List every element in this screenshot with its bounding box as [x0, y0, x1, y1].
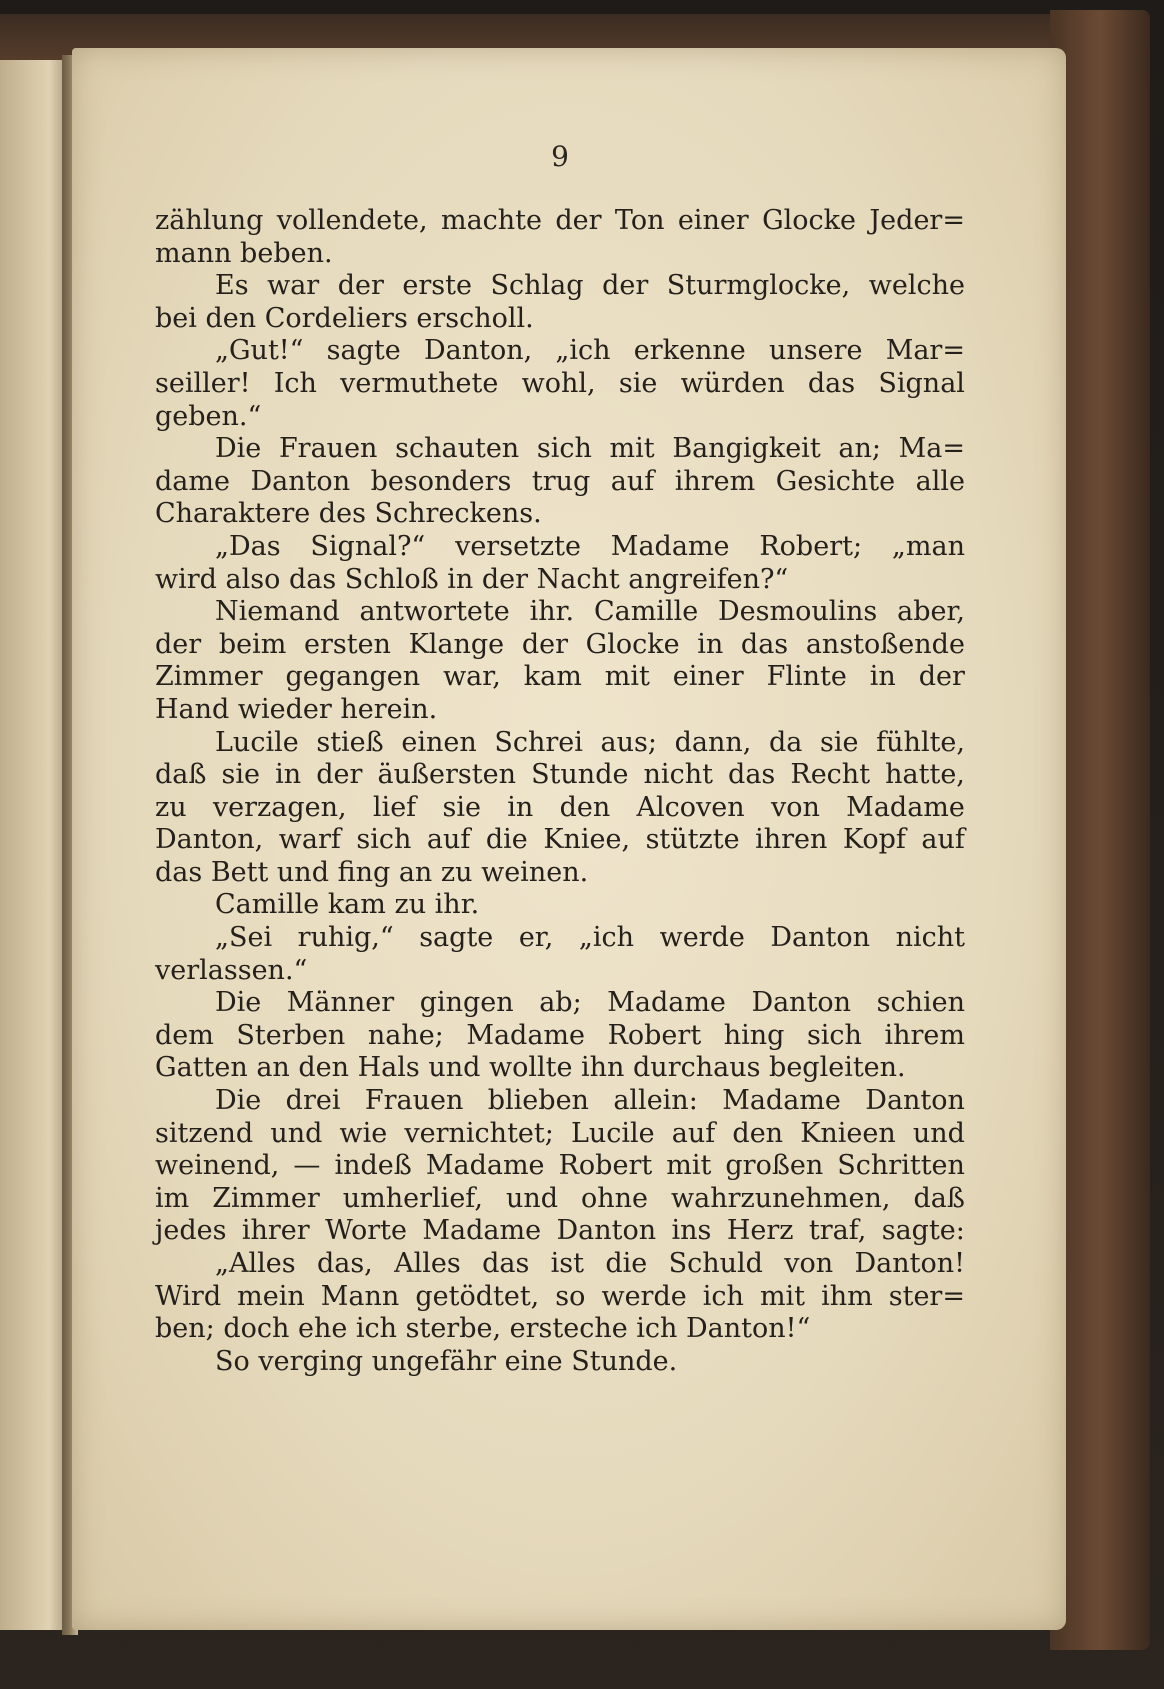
- text-line: das Bett und fing an zu weinen.: [155, 856, 589, 888]
- text-line: Die Männer gingen ab; Madame Danton schien: [215, 987, 965, 1019]
- text-line: Die Frauen schauten sich mit Bangigkeit an; Ma=: [215, 433, 965, 465]
- text-line: sitzend und wie vernichtet; Lucile auf den Knieen und: [155, 1117, 965, 1149]
- text-line: geben.“: [155, 400, 262, 432]
- text-line: der beim ersten Klange der Glocke in das anstoßende: [155, 628, 965, 660]
- text-line: Camille kam zu ihr.: [215, 889, 480, 921]
- text-line: Wird mein Mann getödtet, so werde ich mit ihm ster=: [155, 1280, 965, 1312]
- text-line: „Das Signal?“ versetzte Madame Robert; „man: [215, 530, 965, 562]
- text-line: „Alles das, Alles das ist die Schuld von Danton!: [215, 1248, 965, 1279]
- text-line: Es war der erste Schlag der Sturmglocke, welche: [215, 270, 965, 302]
- text-line: Gatten an den Hals und wollte ihn durchaus begleiten.: [155, 1052, 906, 1084]
- text-line: Niemand antwortete ihr. Camille Desmoulins aber,: [215, 596, 965, 628]
- text-line: bei den Cordeliers erscholl.: [155, 302, 534, 334]
- text-line: daß sie in der äußersten Stunde nicht das Recht hatte,: [155, 759, 965, 791]
- text-line: „Sei ruhig,“ sagte er, „ich werde Danton nicht: [215, 922, 965, 954]
- text-line: seiller! Ich vermuthete wohl, sie würden das Signal: [155, 367, 965, 399]
- text-line: mann beben.: [155, 237, 333, 269]
- text-line: verlassen.“: [155, 954, 308, 986]
- text-line: jedes ihrer Worte Madame Danton ins Herz traf, sagte:: [155, 1215, 965, 1247]
- text-line: Danton, warf sich auf die Kniee, stützte ihren Kopf auf: [155, 824, 965, 856]
- text-line: Die drei Frauen blieben allein: Madame Danton: [215, 1085, 965, 1117]
- text-line: ben; doch ehe ich sterbe, ersteche ich Danton!“: [155, 1313, 811, 1345]
- text-line: Lucile stieß einen Schrei aus; dann, da sie fühlte,: [215, 726, 965, 758]
- text-line: So verging ungefähr eine Stunde.: [215, 1345, 678, 1377]
- text-line: im Zimmer umherlief, und ohne wahrzunehmen, daß: [155, 1182, 965, 1214]
- text-line: Hand wieder herein.: [155, 693, 438, 725]
- text-line: weinend, — indeß Madame Robert mit großen Schritten: [155, 1150, 965, 1182]
- text-line: Zimmer gegangen war, kam mit einer Flinte in der: [155, 661, 965, 693]
- text-line: zu verzagen, lief sie in den Alcoven von Madame: [155, 791, 965, 823]
- text-line: dem Sterben nahe; Madame Robert hing sich ihrem: [155, 1019, 965, 1051]
- text-line: „Gut!“ sagte Danton, „ich erkenne unsere Mar=: [215, 335, 965, 367]
- left-page-edge: [0, 60, 70, 1630]
- text-line: dame Danton besonders trug auf ihrem Gesichte alle: [155, 465, 965, 497]
- page-body-text: [155, 205, 965, 1378]
- text-line: Charaktere des Schreckens.: [155, 498, 542, 530]
- page-number: 9: [551, 140, 569, 173]
- text-line: zählung vollendete, machte der Ton einer Glocke Jeder=: [155, 205, 965, 236]
- text-line: wird also das Schloß in der Nacht angreifen?“: [155, 563, 789, 595]
